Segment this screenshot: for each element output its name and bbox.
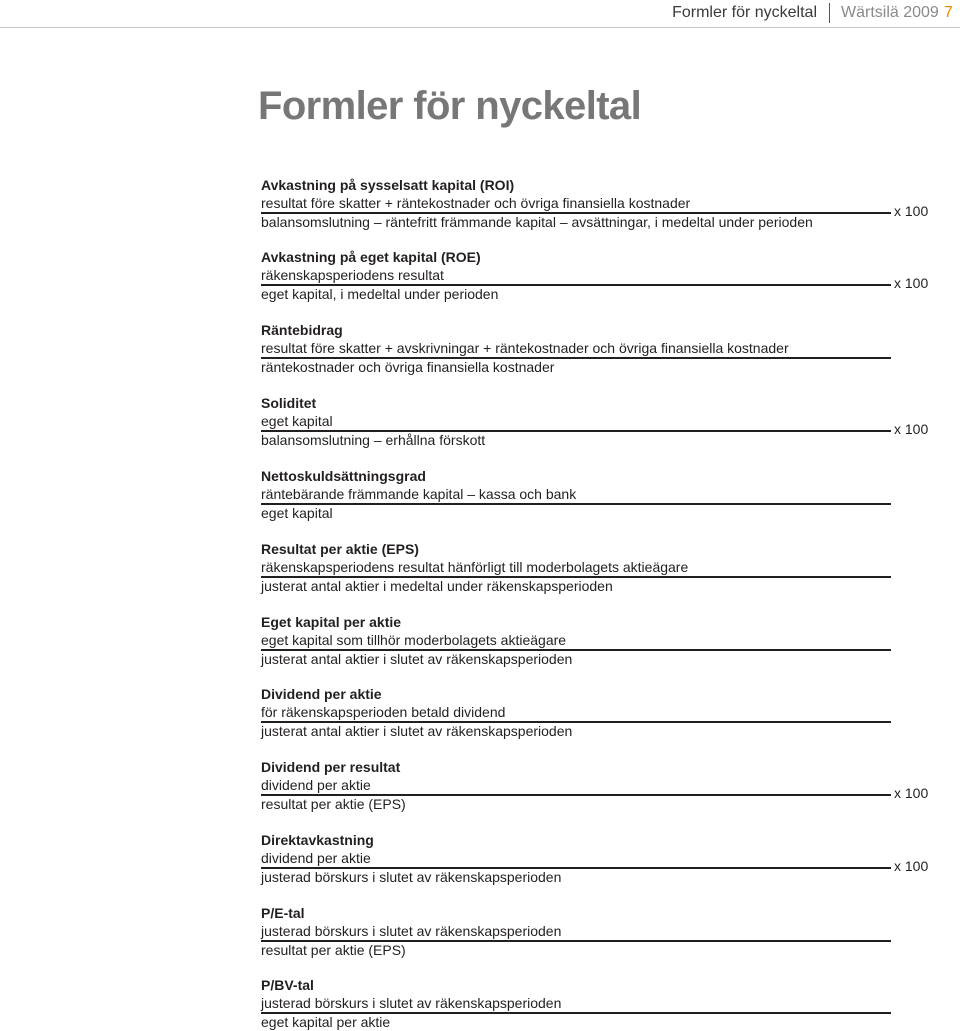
formula-numerator: räkenskapsperiodens resultat hänförligt till moderbolagets aktieägare bbox=[261, 559, 689, 575]
formula-multiplier: x 100 bbox=[894, 858, 929, 874]
page-number: 7 bbox=[944, 4, 953, 21]
formula-eget-kapital-per-aktie bbox=[261, 613, 953, 685]
formula-denominator: balansomslutning – erhållna förskott bbox=[261, 432, 486, 448]
formula-eps bbox=[261, 540, 953, 612]
formula-name: P/BV-tal bbox=[261, 977, 314, 993]
formula-roe bbox=[261, 248, 953, 320]
page-title: Formler för nyckeltal bbox=[258, 84, 642, 128]
formula-numerator: eget kapital bbox=[261, 413, 333, 429]
formula-denominator: justerat antal aktier i slutet av räkenskapsperioden bbox=[261, 651, 573, 667]
formula-numerator: eget kapital som tillhör moderbolagets aktieägare bbox=[261, 632, 567, 648]
formula-denominator: resultat per aktie (EPS) bbox=[261, 942, 406, 958]
formula-soliditet bbox=[261, 394, 953, 466]
formula-name: Räntebidrag bbox=[261, 322, 343, 338]
fraction-bar bbox=[261, 503, 891, 505]
formula-name: Soliditet bbox=[261, 395, 317, 411]
formula-name: Eget kapital per aktie bbox=[261, 614, 402, 630]
formula-name: Dividend per resultat bbox=[261, 759, 401, 775]
formula-denominator: eget kapital per aktie bbox=[261, 1014, 391, 1030]
formula-name: Avkastning på eget kapital (ROE) bbox=[261, 249, 481, 265]
formula-multiplier: x 100 bbox=[894, 203, 929, 219]
formula-pe-tal bbox=[261, 904, 953, 976]
header-divider bbox=[0, 27, 960, 28]
header-separator bbox=[829, 3, 830, 23]
formula-denominator: justerad börskurs i slutet av räkenskapsperioden bbox=[261, 869, 562, 885]
header-section-title: Formler för nyckeltal bbox=[672, 4, 817, 21]
formula-name: P/E-tal bbox=[261, 905, 305, 921]
formula-rantebidrag bbox=[261, 321, 953, 393]
formula-denominator: resultat per aktie (EPS) bbox=[261, 796, 406, 812]
formula-pbv-tal bbox=[261, 976, 953, 1030]
formula-name: Nettoskuldsättningsgrad bbox=[261, 468, 426, 484]
formula-name: Avkastning på sysselsatt kapital (ROI) bbox=[261, 177, 515, 193]
formula-multiplier: x 100 bbox=[894, 421, 929, 437]
formula-denominator: balansomslutning – räntefritt främmande kapital – avsättningar, i medeltal under perioden bbox=[261, 214, 813, 230]
formula-dividend-per-resultat bbox=[261, 758, 953, 830]
formula-numerator: räntebärande främmande kapital – kassa och bank bbox=[261, 486, 577, 502]
header-company-year: Wärtsilä 2009 bbox=[841, 4, 939, 21]
formula-name: Direktavkastning bbox=[261, 832, 374, 848]
formula-roi bbox=[261, 176, 953, 248]
formula-numerator: resultat före skatter + avskrivningar + räntekostnader och övriga finansiella kostnader bbox=[261, 340, 789, 356]
formula-dividend-per-aktie bbox=[261, 685, 953, 757]
formula-direktavkastning bbox=[261, 831, 953, 903]
formula-denominator: eget kapital bbox=[261, 505, 333, 521]
formula-name: Dividend per aktie bbox=[261, 686, 382, 702]
formula-multiplier: x 100 bbox=[894, 785, 929, 801]
formula-denominator: justerat antal aktier i slutet av räkenskapsperioden bbox=[261, 723, 573, 739]
formula-name: Resultat per aktie (EPS) bbox=[261, 541, 419, 557]
formula-denominator: justerat antal aktier i medeltal under räkenskapsperioden bbox=[261, 578, 613, 594]
formula-numerator: räkenskapsperiodens resultat bbox=[261, 267, 444, 283]
formula-numerator: justerad börskurs i slutet av räkenskapsperioden bbox=[261, 995, 562, 1011]
page-header bbox=[0, 0, 960, 28]
formula-numerator: resultat före skatter + räntekostnader och övriga finansiella kostnader bbox=[261, 195, 691, 211]
formula-nettoskuldsattningsgrad bbox=[261, 467, 953, 539]
formula-denominator: eget kapital, i medeltal under perioden bbox=[261, 286, 499, 302]
formula-denominator: räntekostnader och övriga finansiella kostnader bbox=[261, 359, 555, 375]
formula-numerator: för räkenskapsperioden betald dividend bbox=[261, 704, 506, 720]
formula-numerator: dividend per aktie bbox=[261, 850, 371, 866]
formula-numerator: dividend per aktie bbox=[261, 777, 371, 793]
formula-multiplier: x 100 bbox=[894, 275, 929, 291]
formula-numerator: justerad börskurs i slutet av räkenskapsperioden bbox=[261, 923, 562, 939]
